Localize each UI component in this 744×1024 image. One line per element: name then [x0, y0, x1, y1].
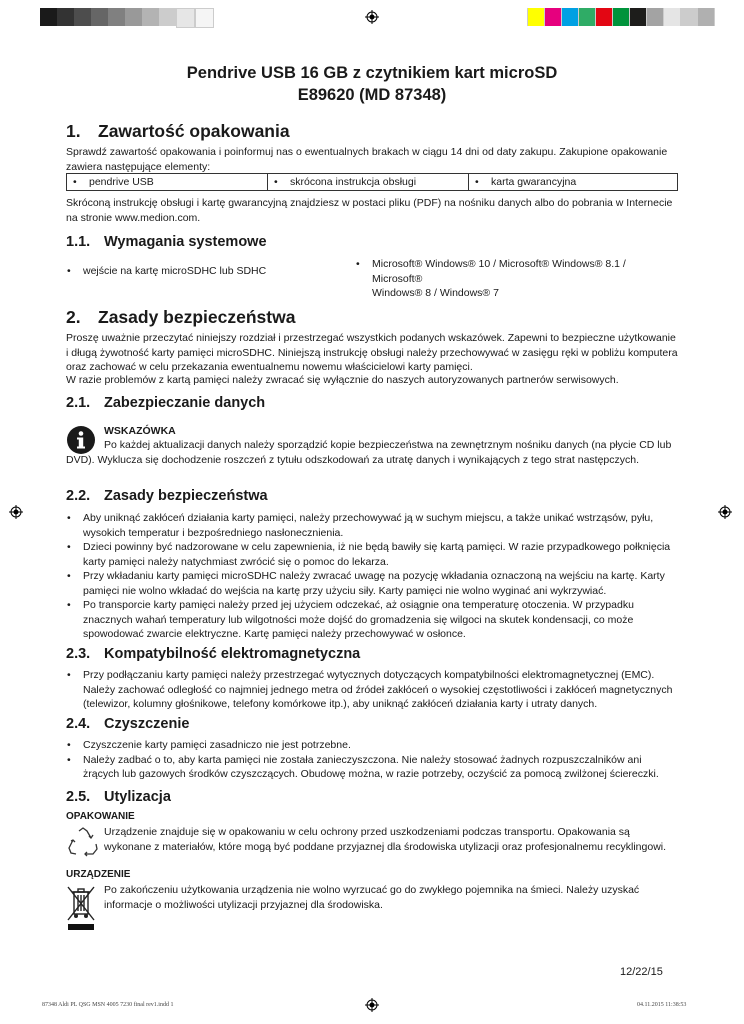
title-line-2: E89620 (MD 87348): [297, 86, 447, 104]
section-2-4-heading: 2.4. Czyszczenie: [66, 716, 190, 732]
section-2-heading: 2. Zasady bezpieczeństwa: [66, 307, 296, 327]
emc-list: [66, 668, 678, 712]
list-item: • Czyszczenie karty pamięci zasadniczo nie jest potrzebne.: [66, 738, 678, 753]
document-title: [66, 62, 678, 106]
requirements-left: [66, 264, 346, 279]
package-item: • skrócona instrukcja obsługi: [268, 174, 469, 191]
list-item: • Dzieci powinny być nadzorowane w celu zapewnienia, iż nie będą bawiły się kartą pamięci. W razie przypadkowego połknięcia karty pamięci należy natychmiast zwrócić się o pomoc do lekarza.: [66, 540, 678, 569]
section-2-1-heading: 2.1. Zabezpieczanie danych: [66, 395, 266, 411]
package-contents-table: [66, 173, 678, 191]
registration-mark-icon: [9, 505, 23, 519]
registration-mark-icon: [365, 998, 379, 1012]
section-1-heading: 1. Zawartość opakowania: [66, 121, 290, 141]
page-code: 12/22/15: [620, 966, 663, 978]
note-text: Po każdej aktualizacji danych należy sporządzić kopie bezpieczeństwa na zewnętrznym nośniku danych (na płycie CD lub DVD). Wyklucza się dochodzenie roszczeń z tytułu odszkodowań za utratę danych i wynikających z tego strat następczych.: [66, 439, 672, 466]
recycling-icon: [66, 826, 100, 858]
section-2-5-heading: 2.5. Utylizacja: [66, 789, 171, 805]
package-item: • karta gwarancyjna: [469, 174, 678, 191]
packaging-text: Urządzenie znajduje się w opakowaniu w celu ochrony przed uszkodzeniami podczas transportu. Opakowania są wykonane z materiałów, które mogą być poddane przyjaznej dla środowiska utylizacji oraz profesjonalnemu recyklingowi.: [104, 826, 667, 853]
date-info: 04.11.2015 11:38:53: [637, 1002, 687, 1008]
section-2-3-heading: 2.3. Kompatybilność elektromagnetyczna: [66, 646, 361, 662]
requirement-item: • wejście na kartę microSDHC lub SDHC: [66, 264, 346, 279]
package-item: • pendrive USB: [67, 174, 268, 191]
list-item: • Po transporcie karty pamięci należy przed jej użyciem odczekać, aż osiągnie ona temperaturę otoczenia. W przypadku znacznych wahań temperatury lub wilgotności może dojść do gromadzenia się wilgoci na skutek kondensacji, co może spowodować zwarcie elektryczne. Kartę pamięci należy przechowywać w osłonce.: [66, 598, 678, 642]
grayscale-print-bar: [40, 8, 214, 26]
note-heading: WSKAZÓWKA: [104, 425, 176, 437]
list-item: • Przy podłączaniu karty pamięci należy przestrzegać wytycznych dotyczących kompatybilności elektromagnetycznej (EMC). Należy zachować odległość co najmniej jednego metra od źródeł zakłóceń o wysokiej częstotliwości i zakłóceń magnetycznych (telewizor, kolumny głośnikowe, telefony komórkowe itp.), aby uniknąć zakłóceń działania karty i utraty danych.: [66, 668, 678, 712]
packaging-heading: OPAKOWANIE: [66, 811, 135, 822]
color-print-bar: [527, 8, 731, 26]
file-info: 87348 Aldi PL QSG MSN 4005 7230 final rev1.indd 1: [42, 1002, 174, 1008]
device-heading: URZĄDZENIE: [66, 869, 131, 880]
registration-mark-icon: [365, 10, 379, 24]
list-item: • Aby uniknąć zakłóceń działania karty pamięci, należy przechowywać ją w suchym miejscu, a także unikać wstrząsów, pyłu, wysokich temperatur i bezpośredniego nasłonecznienia.: [66, 511, 678, 540]
device-text: Po zakończeniu użytkowania urządzenia nie wolno wyrzucać go do zwykłego pojemnika na śmieci. Należy uzyskać informacje o możliwości utylizacji przyjaznej dla środowiska.: [104, 884, 640, 911]
section-1-note: Skróconą instrukcję obsługi i kartę gwarancyjną znajdziesz w postaci pliku (PDF) na nośniku danych albo do pobrania w Internecie na stronie www.medion.com.: [66, 197, 673, 224]
section-1-1-heading: 1.1. Wymagania systemowe: [66, 234, 267, 250]
list-item: • Należy zadbać o to, aby karta pamięci nie została zanieczyszczona. Nie należy stosować żadnych rozpuszczalników ani żrących lub gazowych środków czyszczących. Obudowę można, w razie potrzeby, oczyścić za pomocą zwilżonej ściereczki.: [66, 753, 678, 782]
section-1-intro: Sprawdź zawartość opakowania i poinformuj nas o ewentualnych brakach w ciągu 14 dni od daty zakupu. Zakupione opakowanie zawiera następujące elementy:: [66, 146, 668, 173]
safety-list: [66, 511, 678, 642]
section-2-intro: Proszę uważnie przeczytać niniejszy rozdział i przestrzegać wszystkich podanych wskazówek. Zapewni to bezpieczne użytkowanie i długą żywotność karty pamięci microSDHC. Niniejszą instrukcję obsługi należy przechowywać w zasięgu ręki w pobliżu komputera oraz zachować w celu przekazania ewentualnemu nowemu właścicielowi karty pamięci.: [66, 332, 678, 373]
requirements-right: [355, 257, 678, 301]
list-item: • Przy wkładaniu karty pamięci microSDHC należy zwracać uwagę na pozycję wkładania oznaczoną na wejściu na kartę. Karty pamięci nie wolno wkładać do wejścia na kartę przy użyciu siły. Karty pamięci nie wolno wyginać ani wykrzywiać.: [66, 569, 678, 598]
weee-crossed-bin-icon: [66, 884, 96, 932]
title-line-1: Pendrive USB 16 GB z czytnikiem kart microSD: [186, 64, 558, 82]
registration-mark-icon: [718, 505, 732, 519]
cleaning-list: [66, 738, 678, 782]
requirement-item: • Microsoft® Windows® 10 / Microsoft® Windows® 8.1 / Microsoft® Windows® 8 / Windows® 7: [355, 257, 678, 301]
section-2-intro-2: W razie problemów z kartą pamięci należy zwracać się wyłącznie do naszych autoryzowanych partnerów serwisowych.: [66, 374, 619, 386]
section-2-2-heading: 2.2. Zasady bezpieczeństwa: [66, 488, 268, 504]
